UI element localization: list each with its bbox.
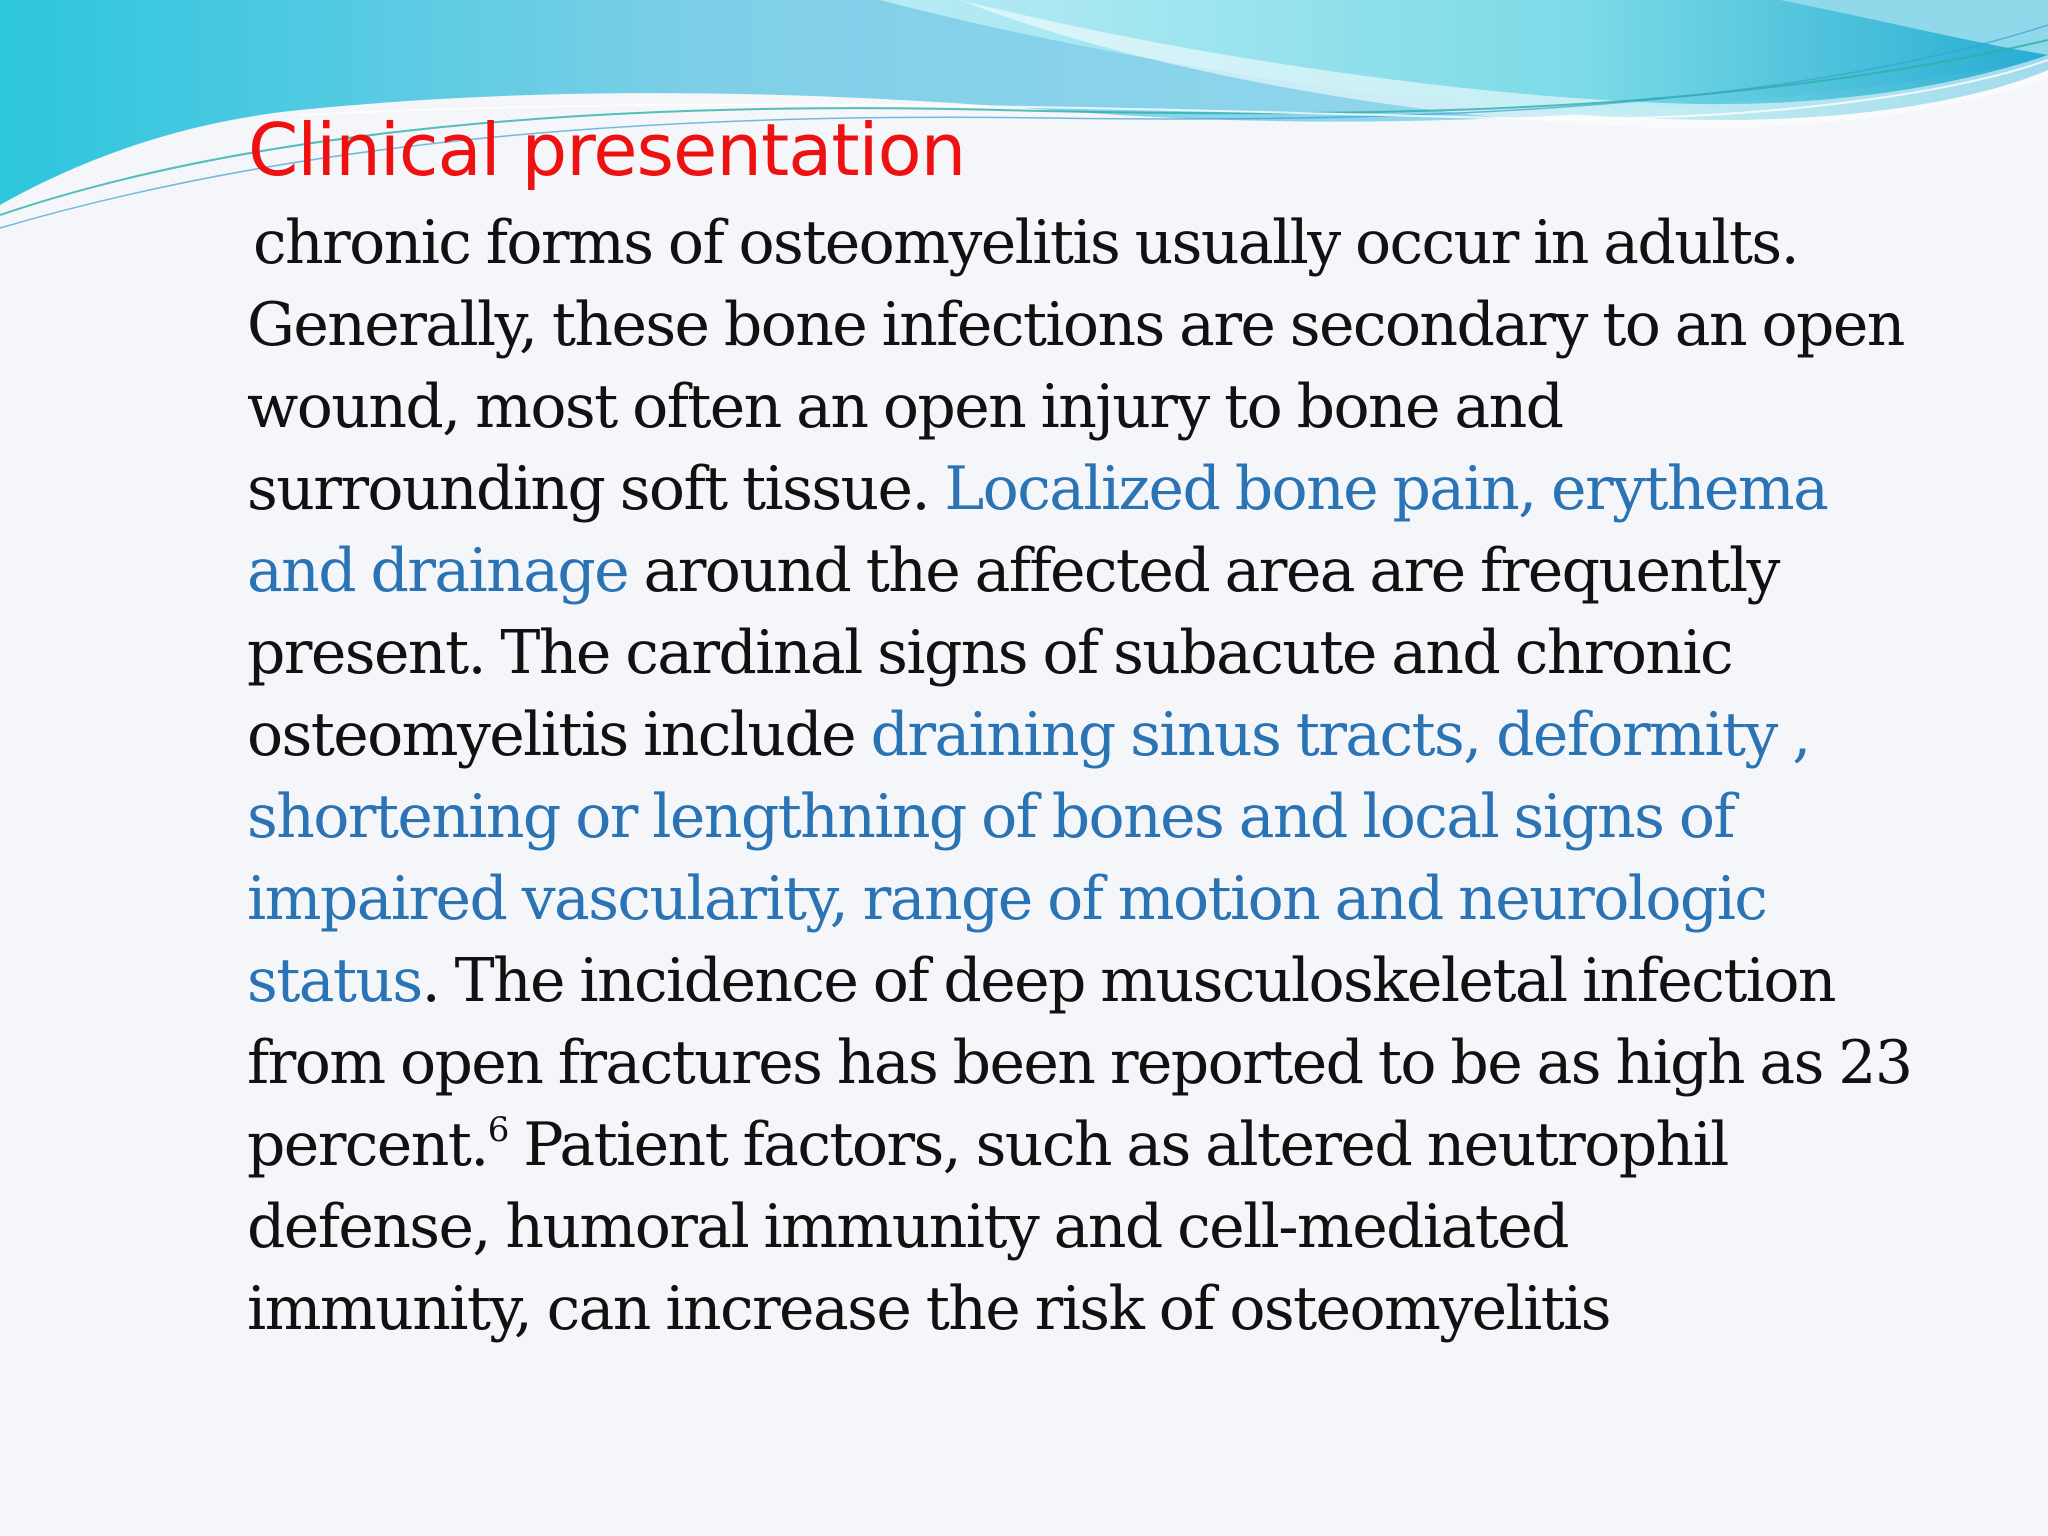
text-segment: defense, humoral immunity and cell-mediated xyxy=(247,1192,1568,1262)
slide-title: Clinical presentation xyxy=(248,108,966,192)
text-segment: wound, most often an open injury to bone and xyxy=(247,372,1563,442)
text-segment: from open fractures has been reported to be as high as 23 xyxy=(247,1028,1912,1098)
text-line xyxy=(247,858,1947,940)
text-line xyxy=(247,530,1947,612)
text-line xyxy=(247,448,1947,530)
text-line xyxy=(247,1268,1947,1350)
highlighted-text: shortening or lengthning of bones and local signs of xyxy=(247,782,1734,852)
text-line xyxy=(247,202,1947,284)
citation-superscript: 6 xyxy=(487,1110,508,1150)
text-segment: percent. xyxy=(247,1110,488,1180)
text-segment: Patient factors, such as altered neutrophil xyxy=(507,1110,1728,1180)
text-segment: around the affected area are frequently xyxy=(628,536,1779,606)
text-line xyxy=(247,1104,1947,1186)
text-segment: Generally, these bone infections are secondary to an open xyxy=(247,290,1904,360)
text-line xyxy=(247,694,1947,776)
text-line xyxy=(247,284,1947,366)
text-segment: present. The cardinal signs of subacute and chronic xyxy=(247,618,1732,688)
slide-body-text xyxy=(247,202,1947,1350)
text-line xyxy=(247,1022,1947,1104)
text-segment: surrounding soft tissue. xyxy=(247,454,945,524)
text-segment: . The incidence of deep musculoskeletal infection xyxy=(421,946,1835,1016)
highlighted-text: draining sinus tracts, deformity , xyxy=(870,700,1810,770)
highlighted-text: impaired vascularity, range of motion and neurologic xyxy=(247,864,1767,934)
text-line xyxy=(247,776,1947,858)
highlighted-text: and drainage xyxy=(247,536,629,606)
text-segment: chronic forms of osteomyelitis usually occur in adults. xyxy=(253,208,1799,278)
text-segment: osteomyelitis include xyxy=(247,700,871,770)
highlighted-text: status xyxy=(247,946,422,1016)
highlighted-text: Localized bone pain, erythema xyxy=(944,454,1828,524)
text-line xyxy=(247,366,1947,448)
text-line xyxy=(247,1186,1947,1268)
text-segment: immunity, can increase the risk of osteomyelitis xyxy=(247,1274,1610,1344)
text-line xyxy=(247,940,1947,1022)
text-line xyxy=(247,612,1947,694)
